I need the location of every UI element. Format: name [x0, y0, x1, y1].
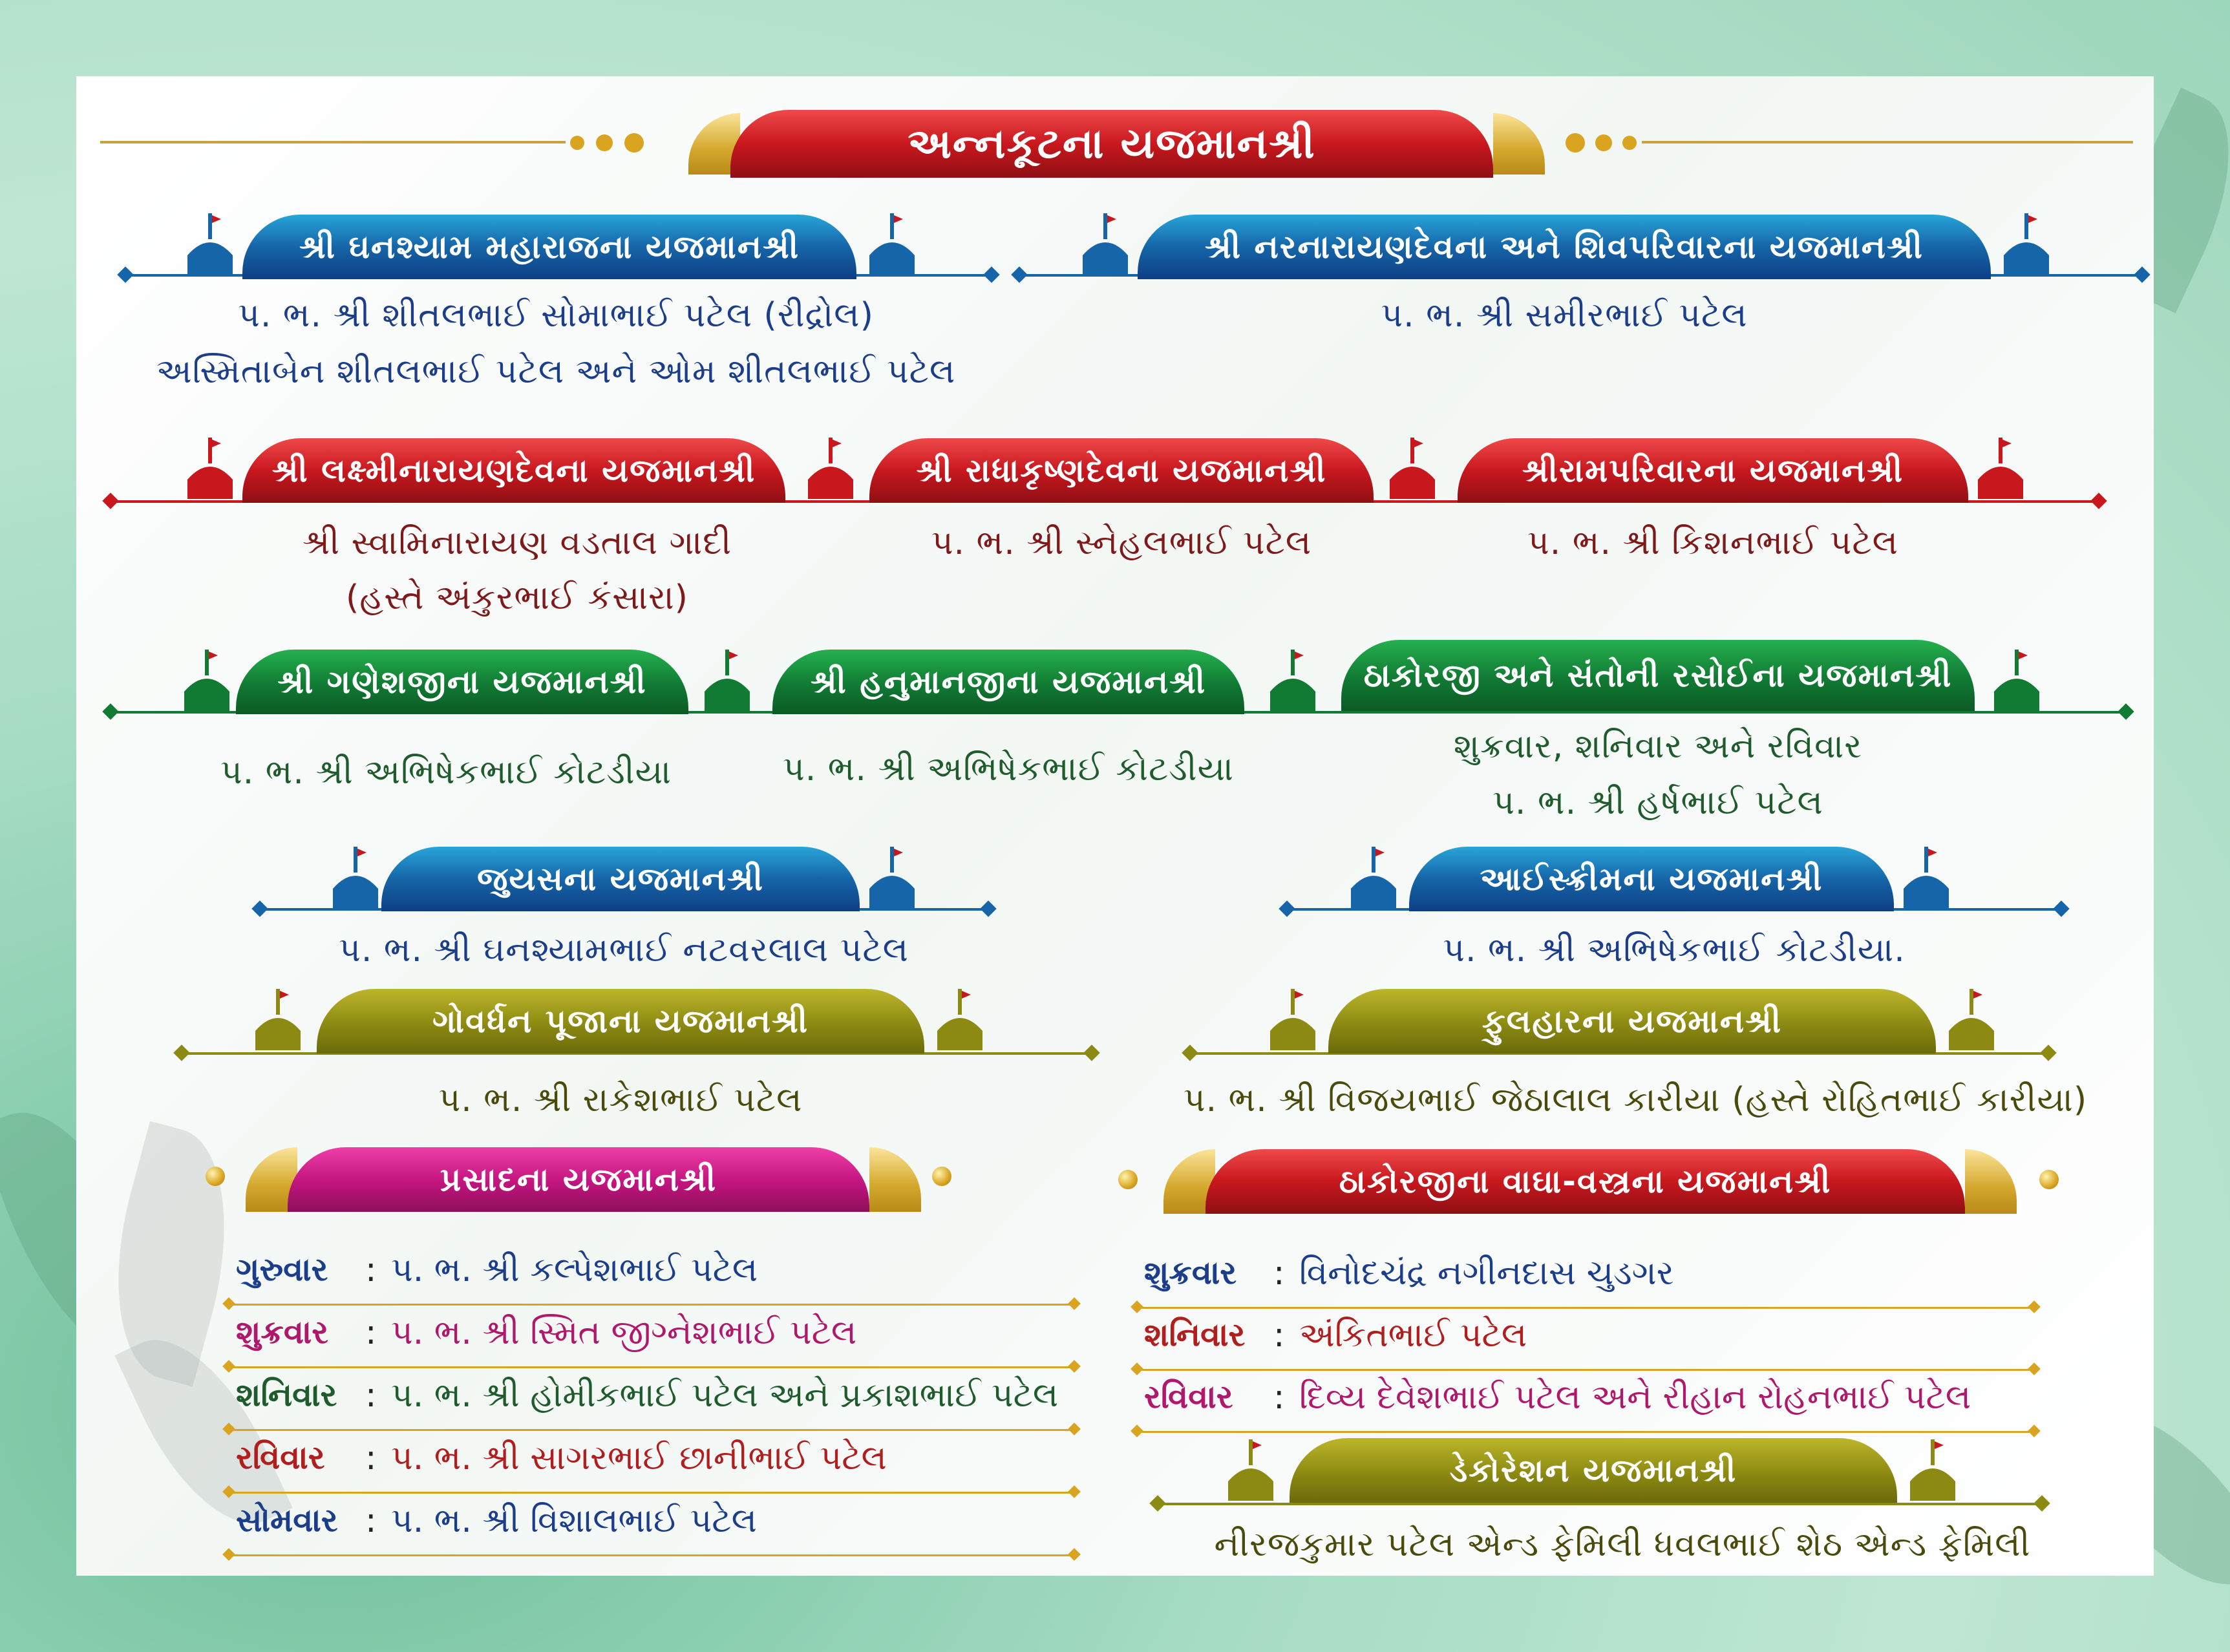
day-label: શુક્રવાર [1144, 1254, 1237, 1291]
temple-icon [1222, 1436, 1280, 1501]
temple-icon [698, 646, 756, 711]
govardhan-line1: પ. ભ. શ્રી રાકેશભાઈ પટેલ [438, 1081, 803, 1119]
hanumanji-line1: પ. ભ. શ્રી અભિષેકભાઈ કોટડીયા [783, 750, 1234, 789]
temple-icon [1344, 843, 1403, 908]
section-juice-label: જુયસના યજમાનશ્રી [381, 847, 860, 911]
day-label: રવિવાર [1144, 1378, 1233, 1415]
main-title: અન્નકૂટના યજમાનશ્રી [730, 110, 1493, 178]
section-fulhar-label: ફુલહારના યજમાનશ્રી [1328, 989, 1936, 1054]
section-radhakrishna-label: શ્રી રાધાકૃષ્ણદેવના યજમાનશ્રી [869, 438, 1374, 503]
gold-dot [1622, 136, 1637, 150]
laxminarayan-line1: શ્રી સ્વામિનારાયણ વડતાલ ગાદી [302, 524, 732, 562]
row-divider [229, 1304, 1070, 1306]
section-hanumanji-label: શ્રી હનુમાનજીના યજમાનશ્રી [772, 650, 1244, 714]
rasoi-line2: પ. ભ. શ્રી હર્ષભાઈ પટેલ [1492, 783, 1823, 822]
temple-icon [863, 843, 921, 908]
day-separator: : [365, 1251, 377, 1289]
day-label: શનિવાર [1144, 1316, 1246, 1353]
sponsor-name: દિવ્ય દેવેશભાઈ પટેલ અને રીહાન રોહનભાઈ પટેલ [1299, 1378, 1971, 1417]
section-prasad-label: પ્રસાદના યજમાનશ્રી [288, 1147, 869, 1212]
section-ramparivar-label: શ્રીરામપરિવારના યજમાનશ્રી [1458, 438, 1968, 503]
temple-icon [249, 986, 307, 1050]
temple-icon [1971, 434, 2030, 499]
section-ghanshyam-label: શ્રી ઘનશ્યામ મહારાજના યજમાનશ્રી [242, 215, 856, 279]
row-divider [1138, 1431, 2030, 1433]
day-separator: : [1273, 1316, 1285, 1355]
section-icecream-label: આઈસ્ક્રીમના યજમાનશ્રી [1409, 847, 1894, 911]
divider-line [1157, 1503, 2043, 1505]
gold-dot [624, 133, 644, 153]
temple-icon [1076, 210, 1134, 275]
row-divider [229, 1492, 1070, 1494]
day-separator: : [1273, 1254, 1285, 1293]
sponsor-name: અંકિતભાઈ પટેલ [1299, 1316, 1527, 1355]
section-vagha-label: ઠાકોરજીના વાઘા-વસ્ત્રના યજમાનશ્રી [1205, 1149, 1965, 1214]
sponsor-name: પ. ભ. શ્રી વિશાલભાઈ પટેલ [391, 1501, 757, 1540]
day-separator: : [365, 1313, 377, 1352]
temple-icon [1897, 843, 1955, 908]
gold-dot [932, 1167, 951, 1186]
day-separator: : [1273, 1378, 1285, 1417]
section-laxminarayan-label: શ્રી લક્ષ્મીનારાયણદેવના યજમાનશ્રી [242, 438, 785, 503]
ghanshyam-line2: અસ્મિતાબેન શીતલભાઈ પટેલ અને ઓમ શીતલભાઈ પટેલ [156, 352, 956, 391]
day-separator: : [365, 1501, 377, 1540]
section-rasoi-label: ઠાકોરજી અને સંતોની રસોઈના યજમાનશ્રી [1341, 640, 1975, 711]
day-label: ગુરુવાર [236, 1251, 328, 1288]
temple-icon [181, 434, 239, 499]
day-label: શુક્રવાર [236, 1313, 329, 1351]
gold-dot [570, 136, 584, 150]
temple-icon [326, 843, 385, 908]
row-divider [229, 1429, 1070, 1431]
gold-dot [2039, 1170, 2059, 1189]
temple-icon [1383, 434, 1441, 499]
section-ganeshji-label: શ્રી ગણેશજીના યજમાનશ્રી [236, 650, 688, 714]
day-separator: : [365, 1376, 377, 1415]
day-label: શનિવાર [236, 1376, 337, 1414]
title-line-left [100, 141, 566, 143]
decoration-line1: નીરજકુમાર પટેલ એન્ડ ફેમિલી ધવલભાઈ શેઠ એન્ડ ફેમિલી [1214, 1525, 2031, 1564]
temple-icon [1904, 1436, 1962, 1501]
section-govardhan-label: ગોવર્ધન પૂજાના યજમાનશ્રી [317, 989, 924, 1054]
temple-icon [1264, 646, 1322, 711]
day-label: સોમવાર [236, 1501, 338, 1539]
day-separator: : [365, 1439, 377, 1477]
temple-icon [863, 210, 921, 275]
sponsor-name: પ. ભ. શ્રી હોમીકભાઈ પટેલ અને પ્રકાશભાઈ પટેલ [391, 1376, 1059, 1415]
row-divider [1138, 1369, 2030, 1371]
radhakrishna-line1: પ. ભ. શ્રી સ્નેહલભાઈ પટેલ [931, 524, 1312, 562]
temple-icon [1997, 210, 2055, 275]
row-divider [229, 1366, 1070, 1368]
sponsor-name: પ. ભ. શ્રી સ્મિત જીગ્નેશભાઈ પટેલ [391, 1313, 857, 1352]
fulhar-line1: પ. ભ. શ્રી વિજયભાઈ જેઠાલાલ કારીયા (હસ્તે રોહિતભાઈ કારીયા) [1183, 1081, 2088, 1119]
row-divider [229, 1554, 1070, 1556]
day-label: રવિવાર [236, 1439, 325, 1476]
temple-icon [802, 434, 860, 499]
temple-icon [1264, 986, 1322, 1050]
gold-dot [1595, 134, 1612, 151]
temple-icon [1988, 646, 2046, 711]
section-decoration-label: ડેકોરેશન યજમાનશ્રી [1290, 1438, 1897, 1503]
ghanshyam-line1: પ. ભ. શ્રી શીતલભાઈ સોમાભાઈ પટેલ (રીદ્રોલ) [238, 296, 874, 335]
sponsor-name: પ. ભ. શ્રી સાગરભાઈ છાનીભાઈ પટેલ [391, 1439, 887, 1477]
temple-icon [178, 646, 236, 711]
sponsor-name: વિનોદચંદ્ર નગીનદાસ ચુડગર [1299, 1254, 1674, 1293]
rasoi-line1: શુક્રવાર, શનિવાર અને રવિવાર [1453, 727, 1863, 766]
section-narnarayan-label: શ્રી નરનારાયણદેવના અને શિવપરિવારના યજમાનશ્રી [1138, 215, 1991, 279]
ganeshji-line1: પ. ભ. શ્રી અભિષેકભાઈ કોટડીયા [220, 753, 672, 792]
narnarayan-line1: પ. ભ. શ્રી સમીરભાઈ પટેલ [1381, 296, 1748, 335]
sponsor-name: પ. ભ. શ્રી કલ્પેશભાઈ પટેલ [391, 1251, 758, 1289]
row-divider [1138, 1307, 2030, 1309]
gold-dot [596, 134, 613, 151]
temple-icon [181, 210, 239, 275]
title-line-right [1642, 141, 2133, 143]
temple-icon [1942, 986, 2001, 1050]
ramparivar-line1: પ. ભ. શ્રી કિશનભાઈ પટેલ [1527, 524, 1898, 562]
temple-icon [931, 986, 989, 1050]
gold-dot [1118, 1170, 1138, 1189]
juice-line1: પ. ભ. શ્રી ઘનશ્યામભાઈ નટવરલાલ પટેલ [339, 931, 909, 969]
gold-dot [206, 1167, 225, 1186]
icecream-line1: પ. ભ. શ્રી અભિષેકભાઈ કોટડીયા. [1443, 931, 1906, 969]
gold-dot [1566, 133, 1585, 153]
laxminarayan-line2: (હસ્તે અંકુરભાઈ કંસારા) [346, 578, 688, 617]
